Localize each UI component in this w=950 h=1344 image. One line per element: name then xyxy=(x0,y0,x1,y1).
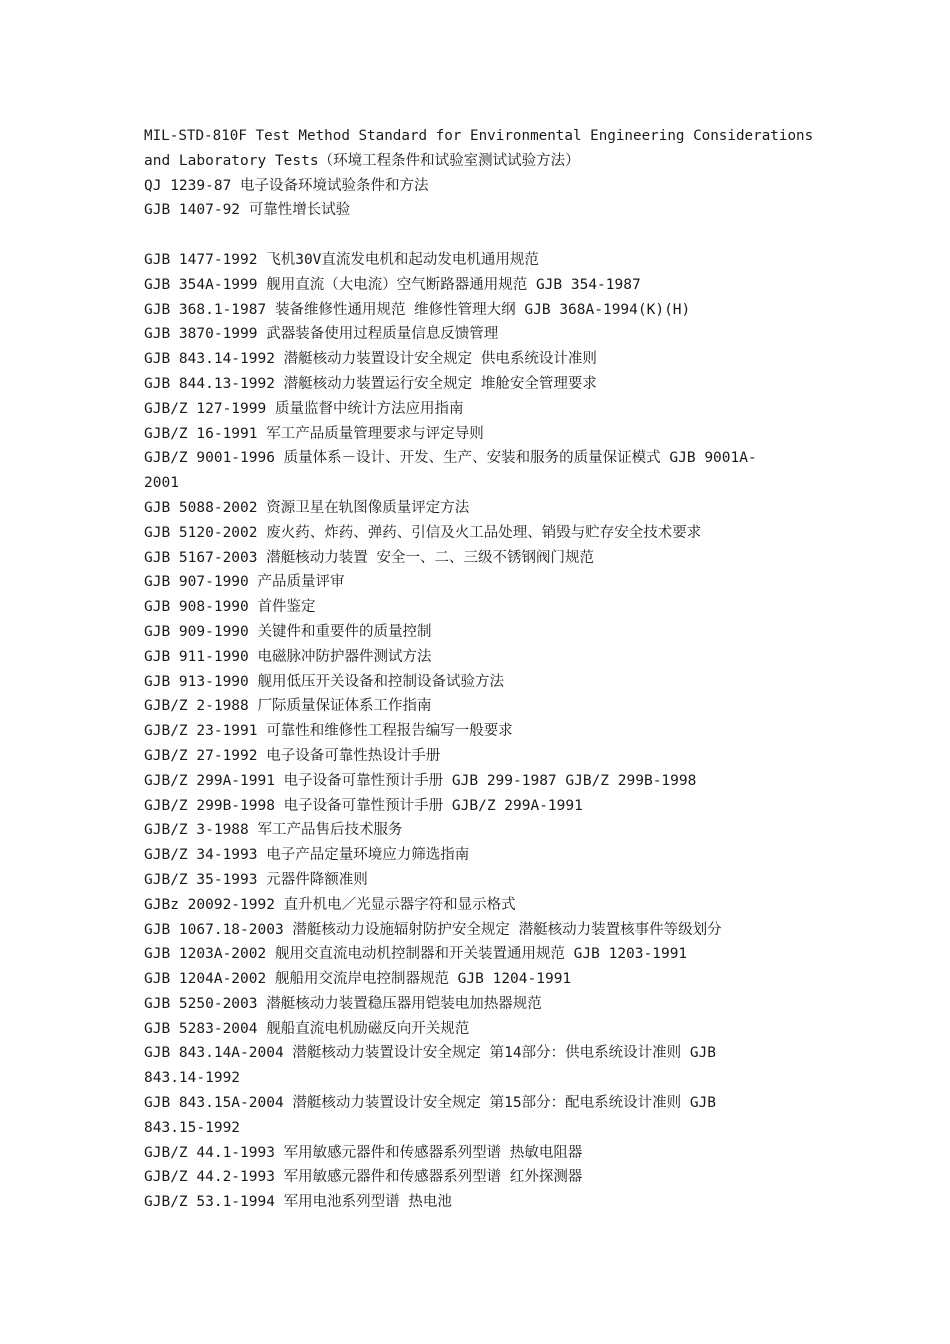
text-line: GJB 844.13-1992 潜艇核动力装置运行安全规定 堆舱安全管理要求 xyxy=(144,375,597,392)
text-line: GJB 843.15A-2004 潜艇核动力装置设计安全规定 第15部分：配电系统设计准则 GJB xyxy=(144,1095,717,1112)
text-line: GJB/Z 299A-1991 电子设备可靠性预计手册 GJB 299-1987 GJB/Z 299B-1998 xyxy=(144,772,697,789)
text-line: GJB 368.1-1987 装备维修性通用规范 维修性管理大纲 GJB 368A-1994(K)(H) xyxy=(144,301,691,318)
text-line: GJB 1407-92 可靠性增长试验 xyxy=(144,202,351,219)
text-line: GJB 5283-2004 舰船直流电机励磁反向开关规范 xyxy=(144,1020,470,1037)
text-line: and Laboratory Tests（环境工程条件和试验室测试试验方法） xyxy=(144,152,580,169)
text-line: GJB/Z 23-1991 可靠性和维修性工程报告编写一般要求 xyxy=(144,723,513,740)
text-line: 843.15-1992 xyxy=(144,1119,241,1136)
text-line: GJB 354A-1999 舰用直流（大电流）空气断路器通用规范 GJB 354-1987 xyxy=(144,276,641,293)
text-line: GJB/Z 2-1988 厂际质量保证体系工作指南 xyxy=(144,698,432,715)
text-line: GJB 5088-2002 资源卫星在轨图像质量评定方法 xyxy=(144,499,470,516)
text-line: GJB 5167-2003 潜艇核动力装置 安全一、二、三级不锈钢阀门规范 xyxy=(144,549,594,566)
text-line: GJB 1204A-2002 舰船用交流岸电控制器规范 GJB 1204-1991 xyxy=(144,971,572,988)
text-line: GJB 913-1990 舰用低压开关设备和控制设备试验方法 xyxy=(144,673,504,690)
text-line: GJB 907-1990 产品质量评审 xyxy=(144,574,345,591)
text-line: GJB 1477-1992 飞机30V直流发电机和起动发电机通用规范 xyxy=(144,251,539,268)
standards-list xyxy=(144,124,814,1215)
text-line: 843.14-1992 xyxy=(144,1070,241,1087)
text-line: GJB 5250-2003 潜艇核动力装置稳压器用铠装电加热器规范 xyxy=(144,995,542,1012)
text-line: GJB/Z 9001-1996 质量体系－设计、开发、生产、安装和服务的质量保证模式 GJB 9001A- xyxy=(144,450,757,467)
text-line: QJ 1239-87 电子设备环境试验条件和方法 xyxy=(144,177,429,194)
text-line: MIL-STD-810F Test Method Standard for Environmental Engineering Considerations xyxy=(144,128,814,144)
text-line: GJB/Z 53.1-1994 军用电池系列型谱 热电池 xyxy=(144,1194,452,1211)
text-line: GJB 843.14A-2004 潜艇核动力装置设计安全规定 第14部分：供电系统设计准则 GJB xyxy=(144,1045,717,1062)
text-line: GJB/Z 44.1-1993 军用敏感元器件和传感器系列型谱 热敏电阻器 xyxy=(144,1144,583,1161)
blank-line xyxy=(144,223,814,248)
text-line: GJB/Z 34-1993 电子产品定量环境应力筛选指南 xyxy=(144,847,470,864)
text-line: GJB 1067.18-2003 潜艇核动力设施辐射防护安全规定 潜艇核动力装置核事件等级划分 xyxy=(144,921,722,938)
text-line: GJB 1203A-2002 舰用交直流电动机控制器和开关装置通用规范 GJB 1203-1991 xyxy=(144,946,688,963)
text-line: GJB/Z 127-1999 质量监督中统计方法应用指南 xyxy=(144,400,464,417)
text-line: GJB 909-1990 关键件和重要件的质量控制 xyxy=(144,623,432,640)
text-line: GJB/Z 3-1988 军工产品售后技术服务 xyxy=(144,822,403,839)
text-line: GJB/Z 27-1992 电子设备可靠性热设计手册 xyxy=(144,747,441,764)
text-line: GJB/Z 44.2-1993 军用敏感元器件和传感器系列型谱 红外探测器 xyxy=(144,1169,583,1186)
text-line: GJB 843.14-1992 潜艇核动力装置设计安全规定 供电系统设计准则 xyxy=(144,351,597,368)
text-line: GJB/Z 299B-1998 电子设备可靠性预计手册 GJB/Z 299A-1991 xyxy=(144,797,583,814)
text-line: GJB 908-1990 首件鉴定 xyxy=(144,599,316,616)
text-line: 2001 xyxy=(144,475,179,492)
text-line: GJB 5120-2002 废火药、炸药、弹药、引信及火工品处理、销毁与贮存安全技术要求 xyxy=(144,524,702,541)
text-line: GJB/Z 16-1991 军工产品质量管理要求与评定导则 xyxy=(144,425,484,442)
text-line: GJB 3870-1999 武器装备使用过程质量信息反馈管理 xyxy=(144,326,499,343)
text-line: GJB/Z 35-1993 元器件降额准则 xyxy=(144,871,368,888)
text-line: GJB 911-1990 电磁脉冲防护器件测试方法 xyxy=(144,648,432,665)
text-line: GJBz 20092-1992 直升机电／光显示器字符和显示格式 xyxy=(144,896,516,913)
